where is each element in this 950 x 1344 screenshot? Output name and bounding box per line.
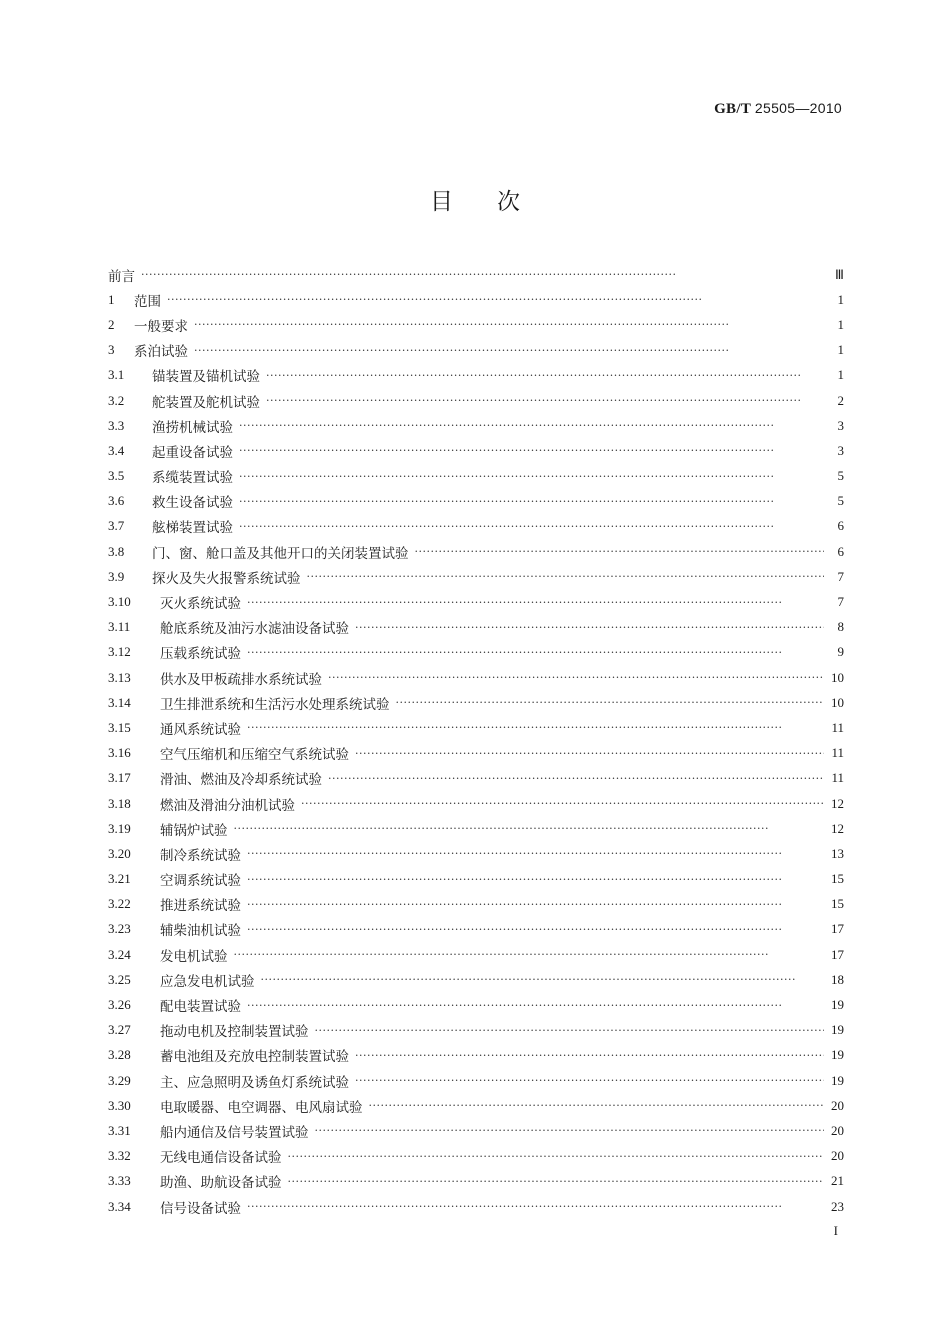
toc-entry-page: 9 xyxy=(837,644,844,660)
standard-number: 25505—2010 xyxy=(754,100,842,116)
toc-entry-label: 舵装置及舵机试验 xyxy=(152,394,260,411)
toc-leader-dots xyxy=(239,444,824,457)
toc-entry-label: 舱底系统及油污水滤油设备试验 xyxy=(160,621,349,638)
toc-entry-number: 3.20 xyxy=(108,845,131,861)
toc-leader-dots xyxy=(239,495,824,508)
toc-entry-number: 3.28 xyxy=(108,1047,131,1063)
toc-entry[interactable] xyxy=(108,1144,844,1169)
toc-leader-dots xyxy=(239,419,824,432)
toc-entry-label: 蓄电池组及充放电控制装置试验 xyxy=(160,1049,349,1066)
toc-leader-dots xyxy=(194,344,824,357)
toc-leader-dots xyxy=(315,1124,825,1137)
toc-entry-label: 系泊试验 xyxy=(134,344,188,361)
toc-entry-label: 探火及失火报警系统试验 xyxy=(152,570,301,587)
toc-leader-dots xyxy=(247,999,824,1012)
toc-entry-number: 3.32 xyxy=(108,1148,131,1164)
toc-entry-page: 19 xyxy=(831,1072,844,1088)
page-number: I xyxy=(833,1223,838,1238)
toc-entry-number: 3.24 xyxy=(108,946,131,962)
toc-leader-dots xyxy=(301,797,824,810)
toc-entry-number: 3.12 xyxy=(108,644,131,660)
toc-entry[interactable] xyxy=(108,690,844,715)
toc-leader-dots xyxy=(247,1200,824,1213)
toc-leader-dots xyxy=(328,772,824,785)
toc-entry-page: 3 xyxy=(837,417,844,433)
toc-entry[interactable] xyxy=(108,338,844,363)
toc-entry-label: 辅柴油机试验 xyxy=(160,923,241,940)
toc-entry-label: 船内通信及信号装置试验 xyxy=(160,1124,309,1141)
toc-entry[interactable] xyxy=(108,514,844,539)
toc-leader-dots xyxy=(307,570,825,583)
toc-leader-dots xyxy=(239,520,824,533)
toc-entry-page: 15 xyxy=(831,871,844,887)
toc-leader-dots xyxy=(355,1049,824,1062)
toc-entry-page: 19 xyxy=(831,997,844,1013)
toc-entry-page: 5 xyxy=(837,493,844,509)
toc-entry-page: 15 xyxy=(831,896,844,912)
toc-entry[interactable] xyxy=(108,489,844,514)
toc-entry-number: 3.29 xyxy=(108,1072,131,1088)
toc-entry[interactable] xyxy=(108,564,844,589)
toc-leader-dots xyxy=(247,873,824,886)
toc-entry-label: 前言 xyxy=(108,268,135,285)
toc-entry-label: 无线电通信设备试验 xyxy=(160,1150,282,1167)
toc-entry-page: 6 xyxy=(837,518,844,534)
toc-entry[interactable] xyxy=(108,262,844,287)
toc-entry-page: 10 xyxy=(831,669,844,685)
toc-leader-dots xyxy=(261,973,825,986)
toc-entry-page: 20 xyxy=(831,1122,844,1138)
toc-entry-page: 11 xyxy=(831,745,844,761)
toc-entry-page: 17 xyxy=(831,946,844,962)
toc-entry-page: 6 xyxy=(837,543,844,559)
toc-entry-page: 12 xyxy=(831,820,844,836)
toc-leader-dots xyxy=(141,268,824,281)
toc-entry-number: 3.34 xyxy=(108,1198,131,1214)
toc-entry-number: 1 xyxy=(108,291,115,307)
toc-entry[interactable] xyxy=(108,1068,844,1093)
toc-entry-number: 3.10 xyxy=(108,594,131,610)
toc-entry-label: 制冷系统试验 xyxy=(160,847,241,864)
toc-entry[interactable] xyxy=(108,363,844,388)
toc-entry[interactable] xyxy=(108,640,844,665)
toc-entry-label: 滑油、燃油及冷却系统试验 xyxy=(160,772,322,789)
toc-entry-label: 拖动电机及控制装置试验 xyxy=(160,1024,309,1041)
toc-entry[interactable] xyxy=(108,766,844,791)
toc-entry-page: 5 xyxy=(837,468,844,484)
toc-entry-label: 范围 xyxy=(134,293,161,310)
toc-leader-dots xyxy=(247,898,824,911)
toc-entry-label: 门、窗、舱口盖及其他开口的关闭装置试验 xyxy=(152,545,409,562)
toc-entry-page: 8 xyxy=(837,619,844,635)
toc-entry-page: 13 xyxy=(831,845,844,861)
toc-entry-page: 3 xyxy=(837,442,844,458)
toc-entry-page: Ⅲ xyxy=(835,266,844,282)
toc-leader-dots xyxy=(239,470,824,483)
toc-entry-label: 压载系统试验 xyxy=(160,646,241,663)
toc-entry[interactable] xyxy=(108,1169,844,1194)
toc-leader-dots xyxy=(315,1024,825,1037)
toc-entry-number: 3.1 xyxy=(108,367,125,383)
toc-entry-label: 系缆装置试验 xyxy=(152,470,233,487)
toc-leader-dots xyxy=(369,1099,825,1112)
toc-entry-page: 2 xyxy=(837,392,844,408)
toc-entry-label: 锚装置及锚机试验 xyxy=(152,369,260,386)
toc-entry-number: 3.2 xyxy=(108,392,125,408)
toc-entry-number: 3.16 xyxy=(108,745,131,761)
toc-entry[interactable] xyxy=(108,1194,844,1219)
toc-entry-label: 供水及甲板疏排水系统试验 xyxy=(160,671,322,688)
toc-entry-number: 3.11 xyxy=(108,619,131,635)
toc-entry[interactable] xyxy=(108,942,844,967)
standard-header xyxy=(714,100,842,118)
toc-entry-label: 一般要求 xyxy=(134,318,188,335)
table-of-contents xyxy=(108,262,844,1219)
toc-entry-label: 电取暖器、电空调器、电风扇试验 xyxy=(160,1099,363,1116)
toc-entry-page: 1 xyxy=(837,316,844,332)
toc-leader-dots xyxy=(355,621,824,634)
toc-entry-page: 19 xyxy=(831,1022,844,1038)
toc-leader-dots xyxy=(247,847,824,860)
toc-entry[interactable] xyxy=(108,791,844,816)
toc-entry[interactable] xyxy=(108,413,844,438)
toc-entry-number: 3.21 xyxy=(108,871,131,887)
toc-entry[interactable] xyxy=(108,1043,844,1068)
toc-entry[interactable] xyxy=(108,589,844,614)
toc-entry[interactable] xyxy=(108,841,844,866)
toc-entry-label: 通风系统试验 xyxy=(160,721,241,738)
toc-entry[interactable] xyxy=(108,539,844,564)
toc-entry-page: 11 xyxy=(831,719,844,735)
toc-entry-number: 3.22 xyxy=(108,896,131,912)
toc-entry[interactable] xyxy=(108,992,844,1017)
toc-entry[interactable] xyxy=(108,388,844,413)
toc-entry-number: 3.31 xyxy=(108,1122,131,1138)
toc-entry-page: 10 xyxy=(831,694,844,710)
toc-leader-dots xyxy=(247,721,824,734)
toc-entry-page: 18 xyxy=(831,971,844,987)
toc-entry[interactable] xyxy=(108,917,844,942)
standard-code: GB/T xyxy=(714,101,751,117)
toc-entry[interactable] xyxy=(108,892,844,917)
toc-entry-label: 助渔、助航设备试验 xyxy=(160,1175,282,1192)
toc-entry-page: 20 xyxy=(831,1148,844,1164)
toc-entry-label: 应急发电机试验 xyxy=(160,973,255,990)
toc-entry[interactable] xyxy=(108,1118,844,1143)
toc-leader-dots xyxy=(396,696,825,709)
toc-entry[interactable] xyxy=(108,1093,844,1118)
toc-leader-dots xyxy=(415,545,825,558)
toc-entry-page: 17 xyxy=(831,921,844,937)
toc-leader-dots xyxy=(328,671,824,684)
toc-entry-number: 3.17 xyxy=(108,770,131,786)
toc-entry-number: 3.4 xyxy=(108,442,125,458)
toc-entry-page: 1 xyxy=(837,342,844,358)
toc-leader-dots xyxy=(355,747,824,760)
toc-leader-dots xyxy=(247,596,824,609)
toc-entry-label: 发电机试验 xyxy=(160,948,228,965)
toc-entry-number: 3.6 xyxy=(108,493,125,509)
toc-entry[interactable] xyxy=(108,816,844,841)
toc-entry-number: 3.19 xyxy=(108,820,131,836)
toc-entry-page: 1 xyxy=(837,291,844,307)
toc-entry-label: 信号设备试验 xyxy=(160,1200,241,1217)
toc-entry-number: 3.5 xyxy=(108,468,125,484)
toc-entry[interactable] xyxy=(108,1018,844,1043)
toc-entry-number: 3.13 xyxy=(108,669,131,685)
toc-entry-page: 19 xyxy=(831,1047,844,1063)
toc-entry-page: 7 xyxy=(837,568,844,584)
toc-entry-number: 3.8 xyxy=(108,543,125,559)
toc-entry[interactable] xyxy=(108,287,844,312)
page-title: 目次 xyxy=(430,189,564,215)
toc-entry[interactable] xyxy=(108,665,844,690)
toc-leader-dots xyxy=(266,394,824,407)
toc-entry-label: 渔捞机械试验 xyxy=(152,419,233,436)
toc-entry-number: 3.9 xyxy=(108,568,125,584)
toc-entry-label: 灭火系统试验 xyxy=(160,596,241,613)
toc-entry-page: 12 xyxy=(831,795,844,811)
toc-leader-dots xyxy=(194,318,824,331)
toc-leader-dots xyxy=(247,923,824,936)
toc-entry-label: 空调系统试验 xyxy=(160,873,241,890)
toc-leader-dots xyxy=(167,293,824,306)
toc-leader-dots xyxy=(247,646,824,659)
toc-entry-label: 起重设备试验 xyxy=(152,444,233,461)
toc-entry[interactable] xyxy=(108,312,844,337)
toc-entry[interactable] xyxy=(108,464,844,489)
toc-entry[interactable] xyxy=(108,615,844,640)
toc-entry-label: 主、应急照明及诱鱼灯系统试验 xyxy=(160,1074,349,1091)
toc-entry[interactable] xyxy=(108,715,844,740)
toc-leader-dots xyxy=(234,822,825,835)
toc-entry-label: 救生设备试验 xyxy=(152,495,233,512)
toc-entry-page: 20 xyxy=(831,1097,844,1113)
toc-entry-label: 舷梯装置试验 xyxy=(152,520,233,537)
toc-entry-number: 3.27 xyxy=(108,1022,131,1038)
toc-entry-number: 3.7 xyxy=(108,518,125,534)
toc-entry[interactable] xyxy=(108,967,844,992)
toc-entry-page: 11 xyxy=(831,770,844,786)
toc-entry-label: 卫生排泄系统和生活污水处理系统试验 xyxy=(160,696,390,713)
toc-entry-number: 3.25 xyxy=(108,971,131,987)
toc-entry[interactable] xyxy=(108,741,844,766)
toc-entry-number: 3 xyxy=(108,342,115,358)
toc-entry-number: 3.15 xyxy=(108,719,131,735)
toc-entry-number: 3.3 xyxy=(108,417,125,433)
toc-entry-number: 3.14 xyxy=(108,694,131,710)
toc-entry-page: 7 xyxy=(837,594,844,610)
toc-entry-number: 3.23 xyxy=(108,921,131,937)
toc-leader-dots xyxy=(288,1150,825,1163)
toc-leader-dots xyxy=(266,369,824,382)
toc-leader-dots xyxy=(288,1175,825,1188)
toc-entry-label: 空气压缩机和压缩空气系统试验 xyxy=(160,747,349,764)
toc-entry-number: 3.18 xyxy=(108,795,131,811)
toc-leader-dots xyxy=(234,948,825,961)
toc-leader-dots xyxy=(355,1074,824,1087)
toc-entry-label: 配电装置试验 xyxy=(160,999,241,1016)
toc-entry[interactable] xyxy=(108,867,844,892)
toc-entry-label: 推进系统试验 xyxy=(160,898,241,915)
toc-entry-page: 21 xyxy=(831,1173,844,1189)
toc-entry-number: 2 xyxy=(108,316,115,332)
toc-entry-number: 3.26 xyxy=(108,997,131,1013)
toc-entry-number: 3.30 xyxy=(108,1097,131,1113)
toc-entry[interactable] xyxy=(108,438,844,463)
toc-entry-page: 23 xyxy=(831,1198,844,1214)
toc-entry-page: 1 xyxy=(837,367,844,383)
toc-entry-label: 燃油及滑油分油机试验 xyxy=(160,797,295,814)
toc-entry-label: 辅锅炉试验 xyxy=(160,822,228,839)
toc-entry-number: 3.33 xyxy=(108,1173,131,1189)
